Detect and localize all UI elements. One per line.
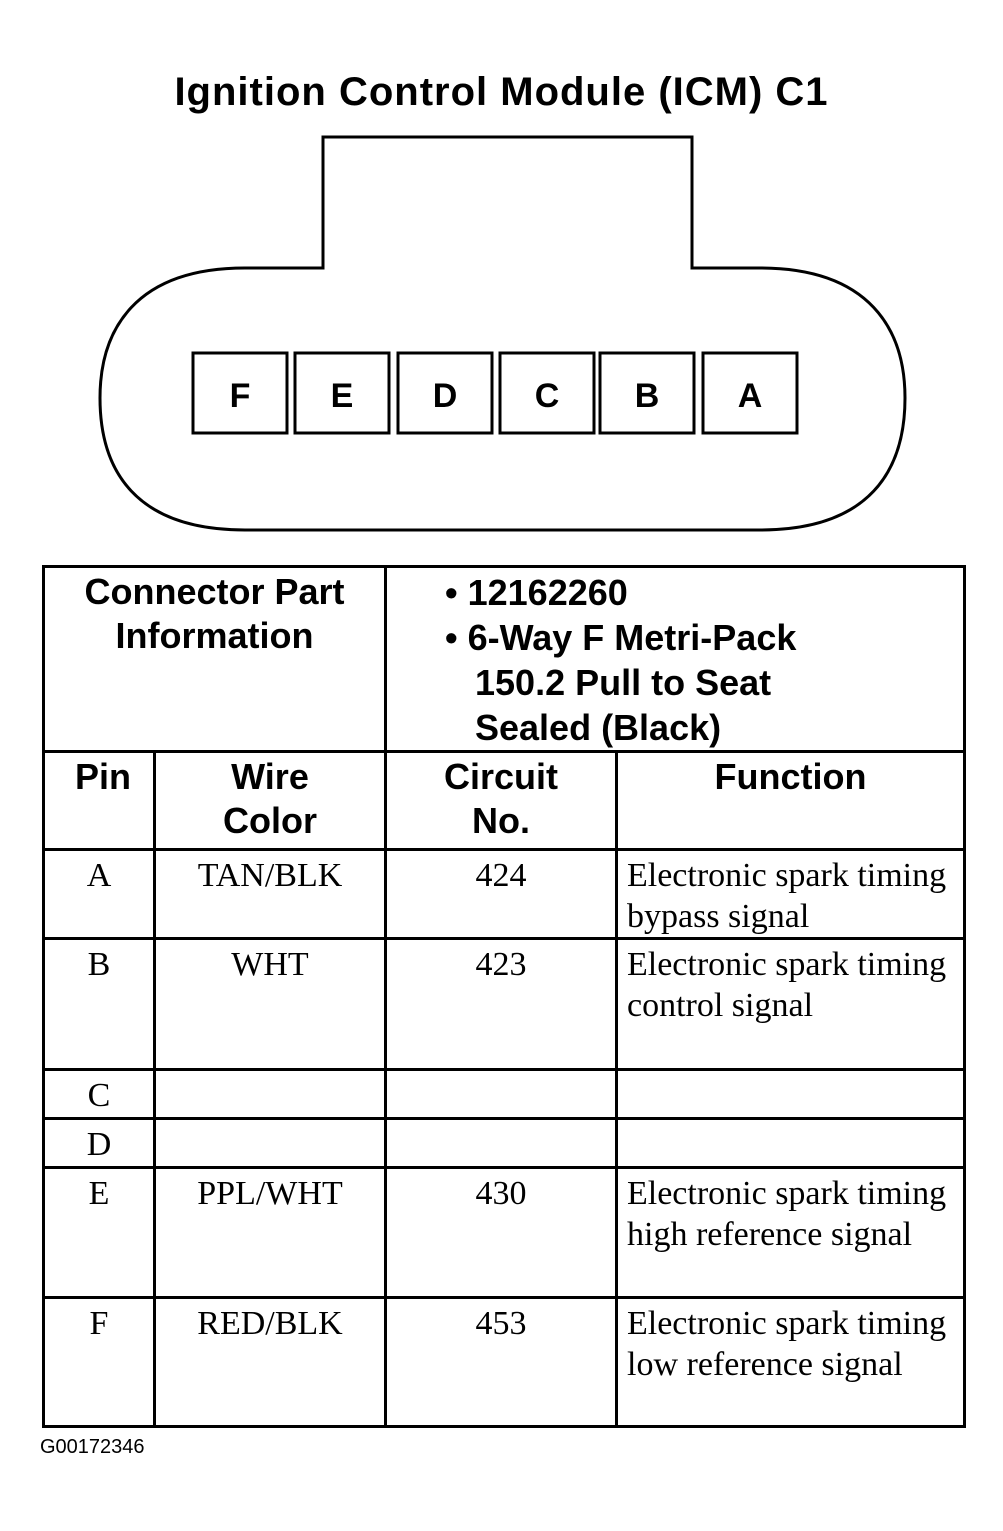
pin-label: C [534,377,560,415]
part-info-line: • 6-Way F Metri-Pack [445,617,797,658]
pin-label: D [432,377,458,415]
cell-circuit: 423 [384,937,618,1071]
diagram-title: Ignition Control Module (ICM) C1 [174,70,829,114]
cell-circuit [384,1117,618,1169]
header-circuit: Circuit No. [384,750,618,851]
connector-outline [100,137,905,530]
cell-function: Electronic spark timing control signal [615,937,966,1071]
cell-wire-color: PPL/WHT [153,1166,387,1299]
cell-pin: A [42,848,156,940]
cell-pin: B [42,937,156,1071]
cell-function: Electronic spark timing high reference signal [615,1166,966,1299]
cell-function: Electronic spark timing bypass signal [615,848,966,940]
part-info-value [384,565,966,753]
cell-circuit: 453 [384,1296,618,1428]
cell-function [615,1117,966,1169]
part-info-label [42,565,387,753]
pin-label: A [737,377,763,415]
cell-pin: E [42,1166,156,1299]
cell-pin: D [42,1117,156,1169]
figure-code: G00172346 [40,1436,145,1458]
part-info-line: Sealed (Black) [475,707,722,748]
cell-wire-color: WHT [153,937,387,1071]
cell-circuit: 424 [384,848,618,940]
pin-label: E [330,377,354,415]
pin-label: B [634,377,660,415]
header-function: Function [615,750,966,851]
cell-wire-color: TAN/BLK [153,848,387,940]
cell-function [615,1068,966,1120]
part-info-label-text: Connector Part Information [84,571,345,656]
cell-circuit [384,1068,618,1120]
connector-face-diagram [0,0,1003,560]
header-pin: Pin [42,750,156,851]
cell-pin: C [42,1068,156,1120]
header-wire-color: Wire Color [153,750,387,851]
cell-circuit: 430 [384,1166,618,1299]
cell-function: Electronic spark timing low reference signal [615,1296,966,1428]
part-info-line: • 12162260 [445,572,628,613]
cell-wire-color [153,1117,387,1169]
part-info-line: 150.2 Pull to Seat [475,662,772,703]
pin-label: F [229,377,251,415]
cell-pin: F [42,1296,156,1428]
cell-wire-color [153,1068,387,1120]
cell-wire-color: RED/BLK [153,1296,387,1428]
